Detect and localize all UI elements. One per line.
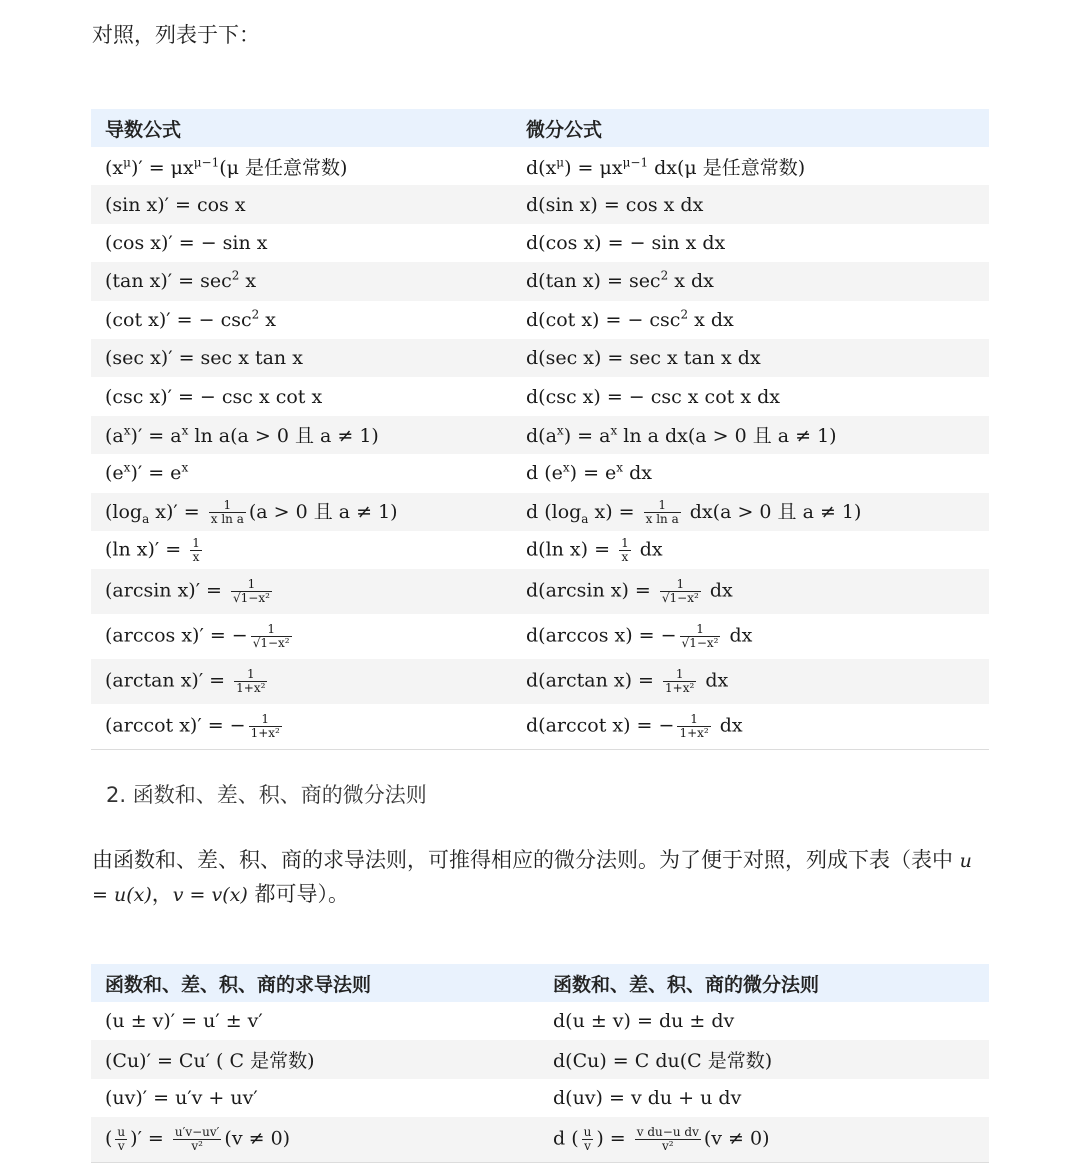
formula-text: )′ = μx (130, 156, 194, 179)
superscript: x (123, 424, 131, 439)
paragraph-math-v: v = v(x) (172, 884, 248, 906)
differential-cell (512, 185, 989, 223)
formula-text: )′ = (130, 1127, 170, 1150)
fraction-denominator: v² (173, 1139, 222, 1153)
paragraph-math-u: u = u(x) (92, 850, 972, 906)
formula-text: d(uv) = v du + u dv (553, 1086, 742, 1109)
derivative-cell (91, 339, 512, 377)
differential-cell (512, 569, 989, 614)
paragraph-text-1: 由函数和、差、积、商的求导法则，可推得相应的微分法则。为了便于对照，列成下表（表中 (92, 848, 960, 872)
formula-text: (arcsin x)′ = (105, 579, 229, 602)
fraction (173, 1126, 222, 1153)
formula-text: (x (105, 156, 124, 179)
formula-text: )′ = a (130, 425, 182, 448)
formula-text: d(cot x) = − csc (526, 308, 681, 331)
derivative-cell (91, 493, 512, 531)
formula-text: ln a(a > 0 且 a ≠ 1) (188, 425, 379, 448)
superscript: μ (556, 155, 565, 170)
derivative-cell (91, 1002, 539, 1040)
derivative-cell (91, 569, 512, 614)
differential-cell (512, 493, 989, 531)
derivative-cell (91, 262, 512, 300)
table-row (91, 454, 989, 492)
derivative-cell (91, 224, 512, 262)
superscript: 2 (680, 307, 689, 322)
formula-text: (u ± v)′ = u′ ± v′ (105, 1010, 263, 1033)
formula-text: ) = a (563, 425, 611, 448)
fraction (663, 668, 696, 695)
header-derivative: 导数公式 (91, 109, 512, 147)
superscript: 2 (251, 307, 260, 322)
table-row (91, 185, 989, 223)
differential-cell (512, 339, 989, 377)
superscript: x (556, 424, 564, 439)
fraction-denominator: √1−x² (681, 636, 719, 651)
derivative-cell (91, 454, 512, 492)
formula-text: d(arctan x) = (526, 669, 660, 692)
derivative-formula-table (91, 109, 989, 750)
derivative-cell (91, 1079, 539, 1117)
fraction-denominator: x (619, 550, 631, 564)
superscript: 2 (231, 269, 240, 284)
fraction-numerator: 1 (267, 622, 275, 637)
formula-text: ln a dx(a > 0 且 a ≠ 1) (617, 425, 837, 448)
table-row (91, 262, 989, 300)
fraction-numerator: v du−u dv (636, 1125, 699, 1140)
formula-text: dx(a > 0 且 a ≠ 1) (683, 500, 862, 523)
fraction-numerator: 1 (261, 712, 270, 727)
fraction-numerator: 1 (676, 577, 685, 592)
fraction-denominator: 1+x² (665, 681, 695, 696)
fraction-numerator: u (583, 1125, 592, 1140)
fraction-denominator: v (115, 1139, 127, 1153)
formula-text: (Cu)′ = Cu′ ( C 是常数) (105, 1050, 315, 1073)
table-header-row (91, 964, 989, 1002)
table-row (91, 1117, 989, 1163)
formula-text: (arctan x)′ = (105, 669, 232, 692)
table-row (91, 569, 989, 614)
formula-text: d(sec x) = sec x tan x dx (526, 347, 761, 370)
formula-text: (a (105, 425, 124, 448)
formula-text: (a > 0 且 a ≠ 1) (248, 500, 398, 523)
table-row (91, 339, 989, 377)
differential-cell (539, 1117, 989, 1163)
formula-text: d(cos x) = − sin x dx (526, 231, 726, 254)
formula-text: x)′ = (149, 500, 206, 523)
fraction-numerator: 1 (658, 498, 666, 513)
formula-text: (sin x)′ = cos x (105, 193, 246, 216)
differential-cell (512, 416, 989, 454)
formula-text: d(arcsin x) = (526, 579, 657, 602)
table-row (91, 416, 989, 454)
formula-text: dx(μ 是任意常数) (648, 156, 806, 179)
formula-text: dx (633, 538, 663, 561)
differential-cell (512, 454, 989, 492)
fraction-numerator: u (117, 1125, 126, 1140)
formula-text: d(arccot x) = − (526, 714, 675, 737)
fraction-denominator: v² (635, 1139, 701, 1153)
formula-text: (μ 是任意常数) (219, 156, 348, 179)
derivative-cell (91, 1040, 539, 1078)
formula-text: (v ≠ 0) (703, 1127, 770, 1150)
formula-text: dx (713, 714, 743, 737)
formula-text: d ( (553, 1127, 579, 1150)
formula-text: dx (723, 624, 753, 647)
differential-cell (512, 262, 989, 300)
superscript: μ (123, 155, 131, 170)
fraction (209, 499, 246, 526)
formula-text: (csc x)′ = − csc x cot x (105, 385, 323, 408)
formula-text: (sec x)′ = sec x tan x (105, 347, 303, 370)
fraction (190, 537, 202, 564)
paragraph-separator: ， (151, 882, 173, 906)
differential-cell (512, 377, 989, 415)
fraction (582, 1126, 594, 1153)
fraction-numerator: 1 (192, 535, 200, 550)
formula-text: dx (703, 579, 733, 602)
header-derivative-rules: 函数和、差、积、商的求导法则 (91, 964, 539, 1002)
fraction-denominator: x ln a (210, 512, 244, 527)
fraction-denominator: √1−x² (252, 636, 290, 651)
formula-text: d(x (526, 156, 557, 179)
formula-text: ) = μx (564, 156, 623, 179)
table-row (91, 301, 989, 339)
formula-text: ) = e (569, 462, 617, 485)
formula-text: d(csc x) = − csc x cot x dx (526, 385, 780, 408)
formula-text: (ln x)′ = (105, 538, 188, 561)
derivative-cell (91, 377, 512, 415)
differential-cell (512, 531, 989, 569)
subscript: a (581, 511, 589, 526)
fraction-numerator: 1 (690, 712, 698, 727)
formula-text: d (e (526, 462, 563, 485)
superscript: μ−1 (193, 155, 220, 170)
formula-text: d(tan x) = sec (526, 270, 661, 293)
fraction-denominator: √1−x² (233, 591, 270, 606)
header-differential-rules: 函数和、差、积、商的微分法则 (539, 964, 989, 1002)
superscript: x (610, 424, 618, 439)
differential-cell (512, 147, 989, 185)
differential-cell (539, 1079, 989, 1117)
formula-text: (uv)′ = u′v + uv′ (105, 1086, 258, 1109)
fraction-denominator: 1+x² (236, 681, 266, 696)
table-row (91, 1079, 989, 1117)
intro-text: 对照，列表于下： (92, 23, 260, 47)
fraction-numerator: 1 (246, 667, 255, 682)
differential-cell (512, 659, 989, 704)
formula-text: x (259, 308, 277, 331)
table-row (91, 659, 989, 704)
table-row (91, 1040, 989, 1078)
fraction (251, 623, 292, 650)
fraction (234, 668, 267, 695)
superscript: x (616, 460, 624, 475)
derivative-cell (91, 416, 512, 454)
formula-text: d(a (526, 425, 557, 448)
table-row (91, 224, 989, 262)
formula-text: x dx (688, 308, 734, 331)
fraction-denominator: 1+x² (679, 726, 709, 741)
formula-text: (v ≠ 0) (224, 1127, 291, 1150)
table-row (91, 1002, 989, 1040)
formula-text: d(arccos x) = − (526, 624, 677, 647)
superscript: x (181, 460, 189, 475)
fraction (249, 713, 282, 740)
intro-paragraph (92, 844, 992, 912)
differential-cell (512, 224, 989, 262)
formula-text: d (log (526, 500, 582, 523)
formula-text: ) = (596, 1127, 632, 1150)
differential-cell (512, 704, 989, 750)
table-row (91, 377, 989, 415)
derivative-cell (91, 531, 512, 569)
header-differential: 微分公式 (512, 109, 989, 147)
derivative-cell (91, 704, 512, 750)
formula-text: d(u ± v) = du ± dv (553, 1010, 735, 1033)
formula-text: d(ln x) = (526, 538, 617, 561)
fraction (231, 578, 272, 605)
subscript: a (142, 511, 150, 526)
formula-text: (cot x)′ = − csc (105, 308, 252, 331)
superscript: 2 (660, 269, 669, 284)
formula-text: (tan x)′ = sec (105, 270, 232, 293)
fraction-numerator: 1 (675, 667, 684, 682)
fraction-numerator: 1 (223, 498, 232, 513)
formula-text: )′ = e (130, 462, 182, 485)
formula-text: dx (699, 669, 729, 692)
fraction (677, 713, 710, 740)
derivative-cell (91, 301, 512, 339)
fraction (635, 1126, 701, 1153)
fraction-denominator: x ln a (645, 512, 679, 527)
superscript: x (181, 424, 189, 439)
formula-text: (log (105, 500, 143, 523)
fraction-numerator: u′v−uv′ (174, 1125, 220, 1140)
derivative-cell (91, 659, 512, 704)
table-row (91, 614, 989, 659)
formula-text: (arccos x)′ = − (105, 624, 248, 647)
formula-text: x) = (588, 500, 641, 523)
paragraph-text-2: 都可导）。 (247, 882, 349, 906)
formula-text: x dx (668, 270, 714, 293)
derivative-cell (91, 185, 512, 223)
section-heading: 2. 函数和、差、积、商的微分法则 (106, 783, 427, 807)
fraction (619, 537, 631, 564)
differential-cell (512, 301, 989, 339)
fraction (660, 578, 701, 605)
derivative-cell (91, 614, 512, 659)
fraction (680, 623, 721, 650)
rules-table (91, 964, 989, 1163)
fraction-denominator: 1+x² (250, 726, 280, 741)
formula-text: (e (105, 462, 124, 485)
differential-cell (539, 1002, 989, 1040)
formula-text: ( (105, 1127, 113, 1150)
fraction-numerator: 1 (696, 622, 704, 637)
table-row (91, 704, 989, 750)
formula-text: dx (623, 462, 652, 485)
differential-cell (539, 1040, 989, 1078)
table-header-row (91, 109, 989, 147)
fraction (115, 1126, 127, 1153)
formula-text: x (239, 270, 257, 293)
fraction-denominator: v (582, 1139, 594, 1153)
formula-text: d(Cu) = C du(C 是常数) (553, 1050, 773, 1073)
formula-text: d(sin x) = cos x dx (526, 193, 704, 216)
formula-text: (arccot x)′ = − (105, 714, 246, 737)
table-row (91, 493, 989, 531)
table-row (91, 147, 989, 185)
fraction-denominator: √1−x² (661, 591, 699, 606)
fraction-numerator: 1 (621, 535, 629, 550)
derivative-cell (91, 147, 512, 185)
superscript: x (562, 460, 570, 475)
fraction-numerator: 1 (247, 577, 256, 592)
fraction (644, 499, 681, 526)
superscript: μ−1 (622, 155, 649, 170)
table-row (91, 531, 989, 569)
fraction-denominator: x (190, 550, 202, 564)
differential-cell (512, 614, 989, 659)
superscript: x (123, 460, 131, 475)
formula-text: (cos x)′ = − sin x (105, 231, 268, 254)
derivative-cell (91, 1117, 539, 1163)
